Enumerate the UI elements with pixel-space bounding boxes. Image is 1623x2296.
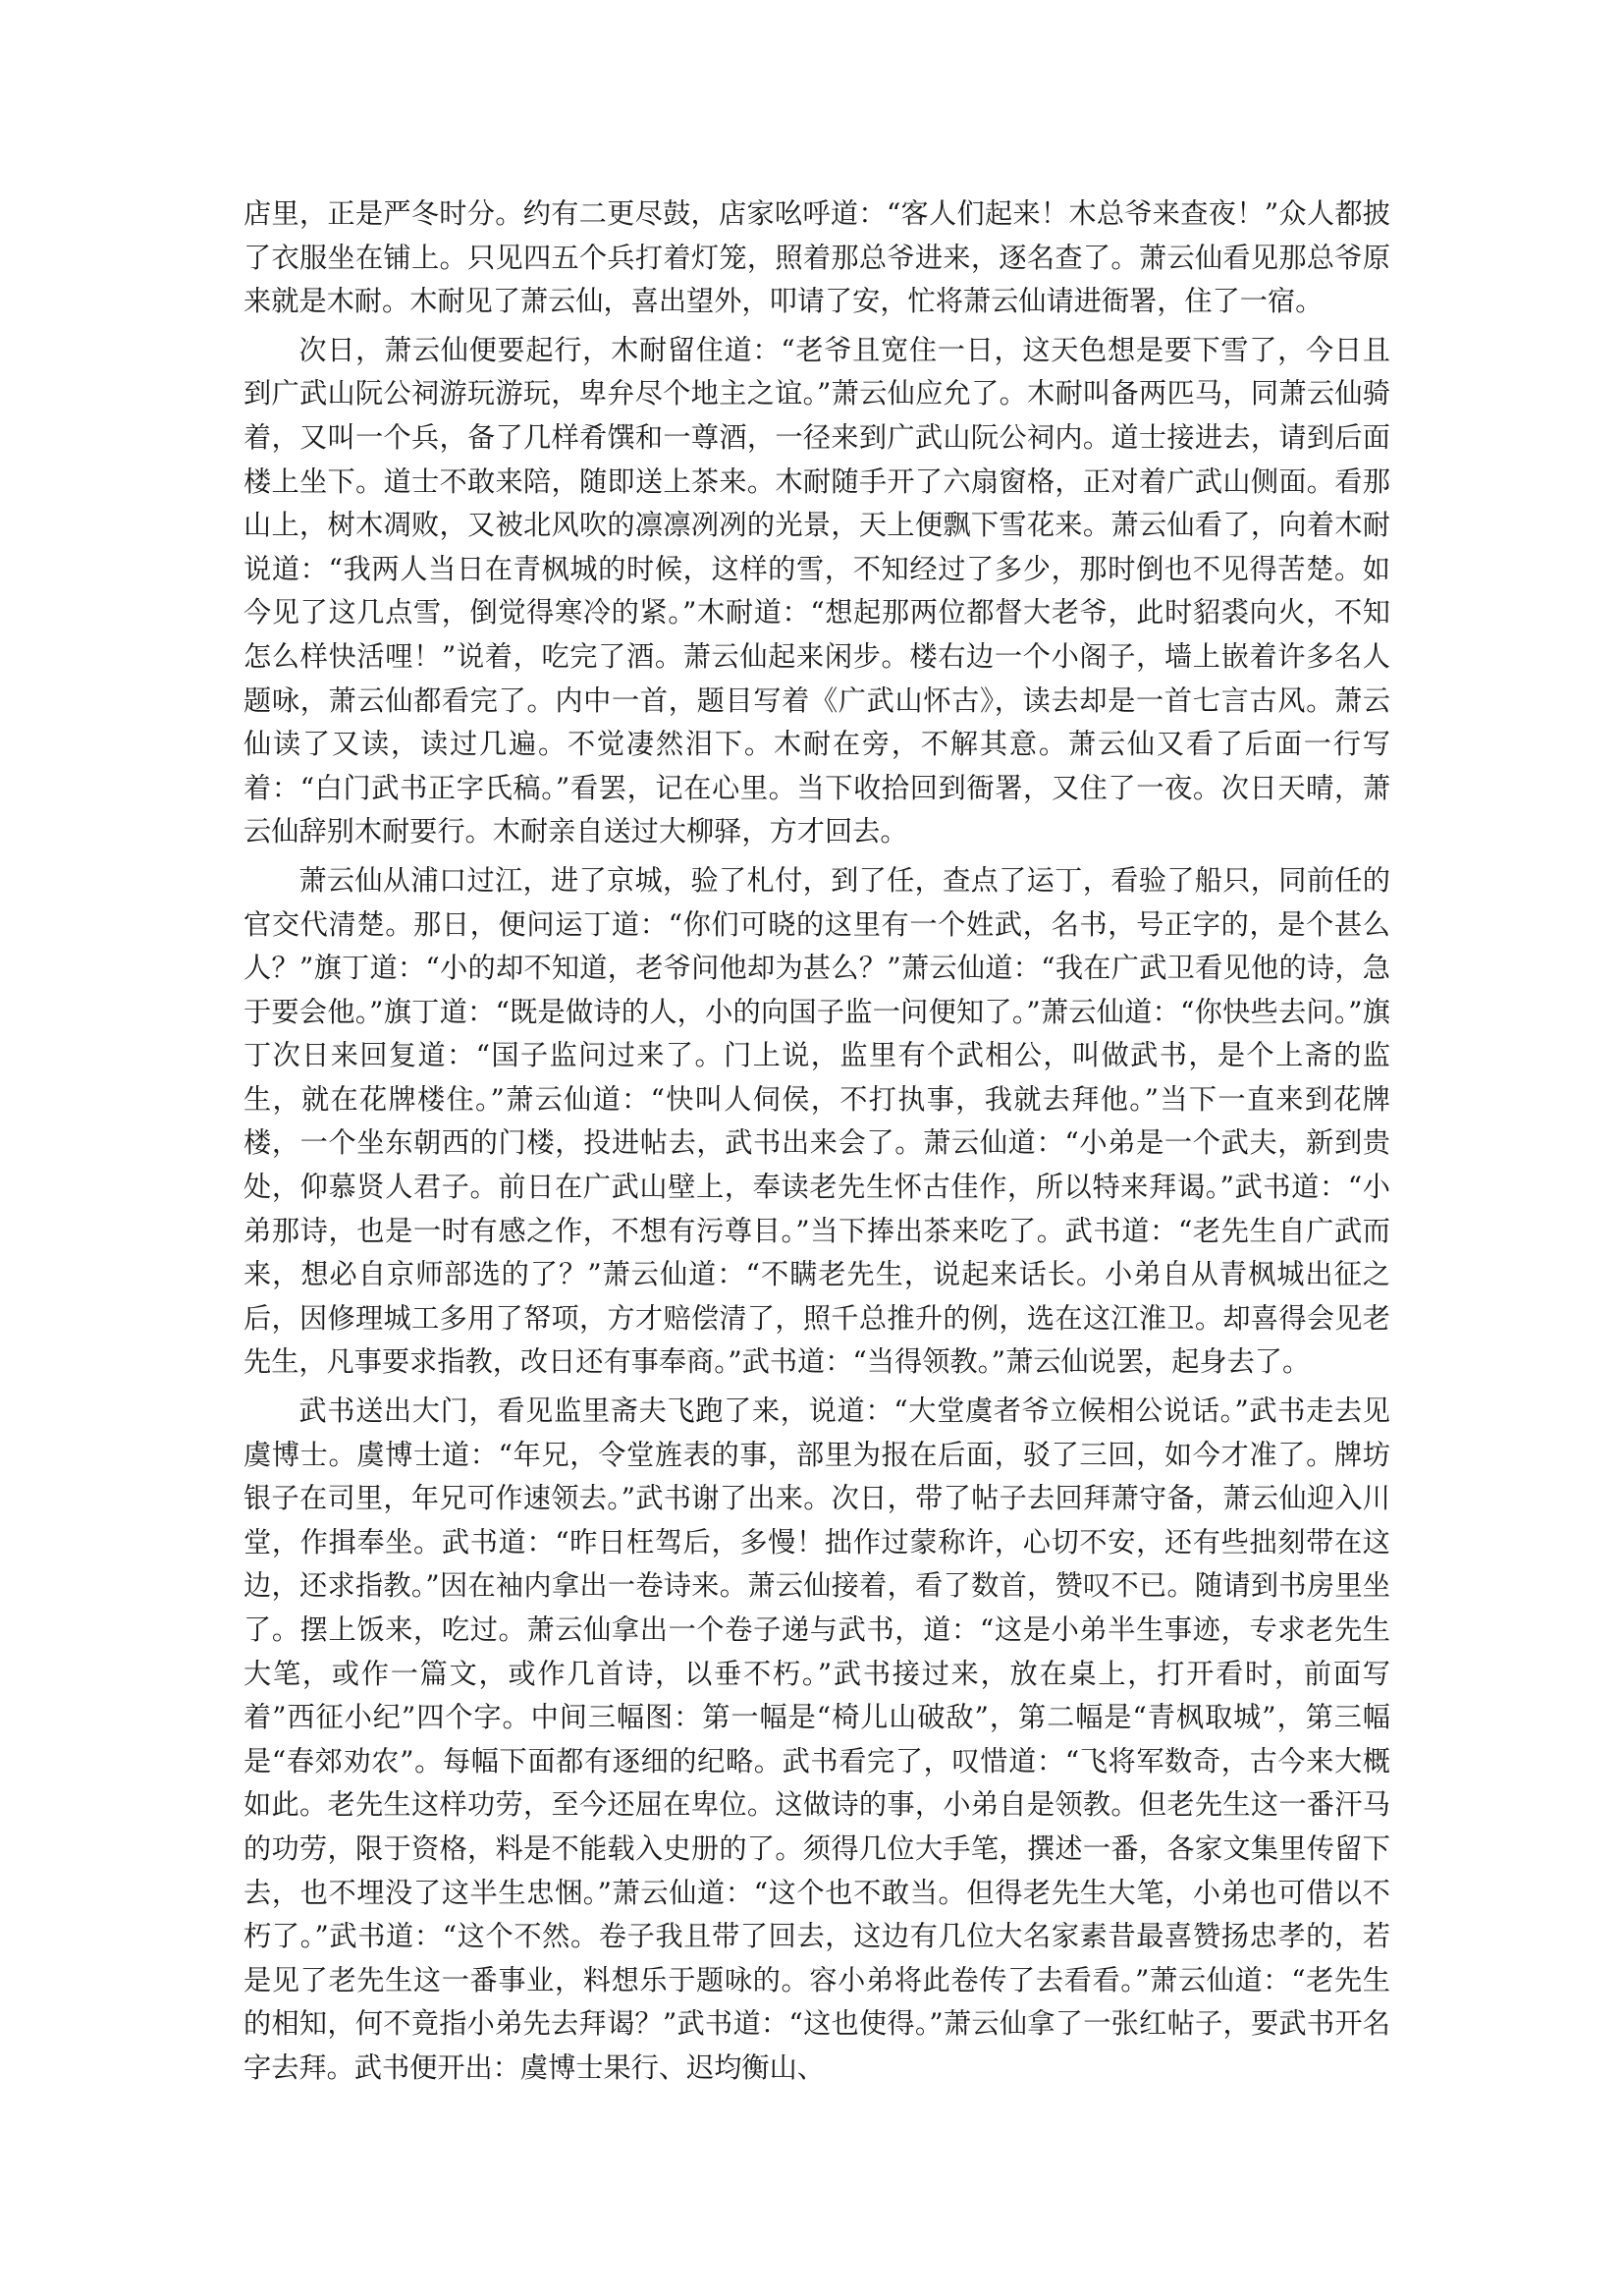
paragraph-4: 武书送出大门，看见监里斋夫飞跑了来，说道：“大堂虞者爷立候相公说话。”武书走去见虞博士。虞博士道：“年兄，令堂旌表的事，部里为报在后面，驳了三回，如今才准了。牌坊银子在司里，年兄可作速领去。”武书谢了出来。次日，带了帖子去回拜萧守备，萧云仙迎入川堂，作揖奉坐。武书道：“昨日枉驾后，多慢！拙作过蒙称许，心切不安，还有些拙刻带在这边，还求指教。”因在袖内拿出一卷诗来。萧云仙接着，看了数首，赞叹不已。随请到书房里坐了。摆上饭来，吃过。萧云仙拿出一个卷子递与武书，道：“这是小弟半生事迹，专求老先生大笔，或作一篇文，或作几首诗，以垂不朽。”武书接过来，放在桌上，打开看时，前面写着”西征小纪”四个字。中间三幅图：第一幅是“椅儿山破敌”，第二幅是“青枫取城”，第三幅是“春郊劝农”。每幅下面都有逐细的纪略。武书看完了，叹惜道：“飞将军数奇，古今来大概如此。老先生这样功劳，至今还屈在卑位。这做诗的事，小弟自是领教。但老先生这一番汗马的功劳，限于资格，料是不能载入史册的了。须得几位大手笔，撰述一番，各家文集里传留下去，也不埋没了这半生忠悃。”萧云仙道：“这个也不敢当。但得老先生大笔，小弟也可借以不朽了。”武书道：“这个不然。卷子我且带了回去，这边有几位大名家素昔最喜赞扬忠孝的，若是见了老先生这一番事业，料想乐于题咏的。容小弟将此卷传了去看看。”萧云仙道：“老先生的相知，何不竟指小弟先去拜谒？”武书道：“这也使得。”萧云仙拿了一张红帖子，要武书开名字去拜。武书便开出：虞博士果行、迟均衡山、 xyxy=(243,1394,1390,2084)
paragraph-3: 萧云仙从浦口过江，进了京城，验了札付，到了任，查点了运丁，看验了船只，同前任的官交代清楚。那日，便问运丁道：“你们可晓的这里有一个姓武，名书，号正字的，是个甚么人？”旗丁道：“小的却不知道，老爷问他却为甚么？”萧云仙道：“我在广武卫看见他的诗，急于要会他。”旗丁道：“既是做诗的人，小的向国子监一问便知了。”萧云仙道：“你快些去问。”旗丁次日来回复道：“国子监问过来了。门上说，监里有个武相公，叫做武书，是个上斋的监生，就在花牌楼住。”萧云仙道：“快叫人伺侯，不打执事，我就去拜他。”当下一直来到花牌楼，一个坐东朝西的门楼，投进帖去，武书出来会了。萧云仙道：“小弟是一个武夫，新到贵处，仰慕贤人君子。前日在广武山壁上，奉读老先生怀古佳作，所以特来拜谒。”武书道：“小弟那诗，也是一时有感之作，不想有污尊目。”当下捧出茶来吃了。武书道：“老先生自广武而来，想必自京师部选的了？”萧云仙道：“不瞒老先生，说起来话长。小弟自从青枫城出征之后，因修理城工多用了帑项，方才赔偿清了，照千总推升的例，选在这江淮卫。却喜得会见老先生，凡事要求指教，改日还有事奉商。”武书道：“当得领教。”萧云仙说罢，起身去了。 xyxy=(243,863,1390,1379)
paragraph-2: 次日，萧云仙便要起行，木耐留住道：“老爷且宽住一日，这天色想是要下雪了，今日且到广武山阮公祠游玩游玩，卑弁尽个地主之谊。”萧云仙应允了。木耐叫备两匹马，同萧云仙骑着，又叫一个兵，备了几样肴馔和一尊酒，一径来到广武山阮公祠内。道士接进去，请到后面楼上坐下。道士不敢来陪，随即送上茶来。木耐随手开了六扇窗格，正对着广武山侧面。看那山上，树木凋败，又被北风吹的凛凛冽冽的光景，天上便飘下雪花来。萧云仙看了，向着木耐说道：“我两人当日在青枫城的时候，这样的雪，不知经过了多少，那时倒也不见得苦楚。如今见了这几点雪，倒觉得寒冷的紧。”木耐道：“想起那两位都督大老爷，此时貂裘向火，不知怎么样快活哩！”说着，吃完了酒。萧云仙起来闲步。楼右边一个小阁子，墙上嵌着许多名人题咏，萧云仙都看完了。内中一首，题目写着《广武山怀古》，读去却是一首七言古风。萧云仙读了又读，读过几遍。不觉凄然泪下。木耐在旁，不解其意。萧云仙又看了后面一行写着：“白门武书正字氏稿。”看罢，记在心里。当下收拾回到衙署，又住了一夜。次日天晴，萧云仙辞别木耐要行。木耐亲自送过大柳驿，方才回去。 xyxy=(243,333,1390,848)
paragraph-1: 店里，正是严冬时分。约有二更尽鼓，店家吆呼道：“客人们起来！木总爷来查夜！”众人都披了衣服坐在铺上。只见四五个兵打着灯笼，照着那总爷进来，逐名查了。萧云仙看见那总爷原来就是木耐。木耐见了萧云仙，喜出望外，叩请了安，忙将萧云仙请进衙署，住了一宿。 xyxy=(243,197,1390,318)
document-page xyxy=(243,192,1390,2096)
